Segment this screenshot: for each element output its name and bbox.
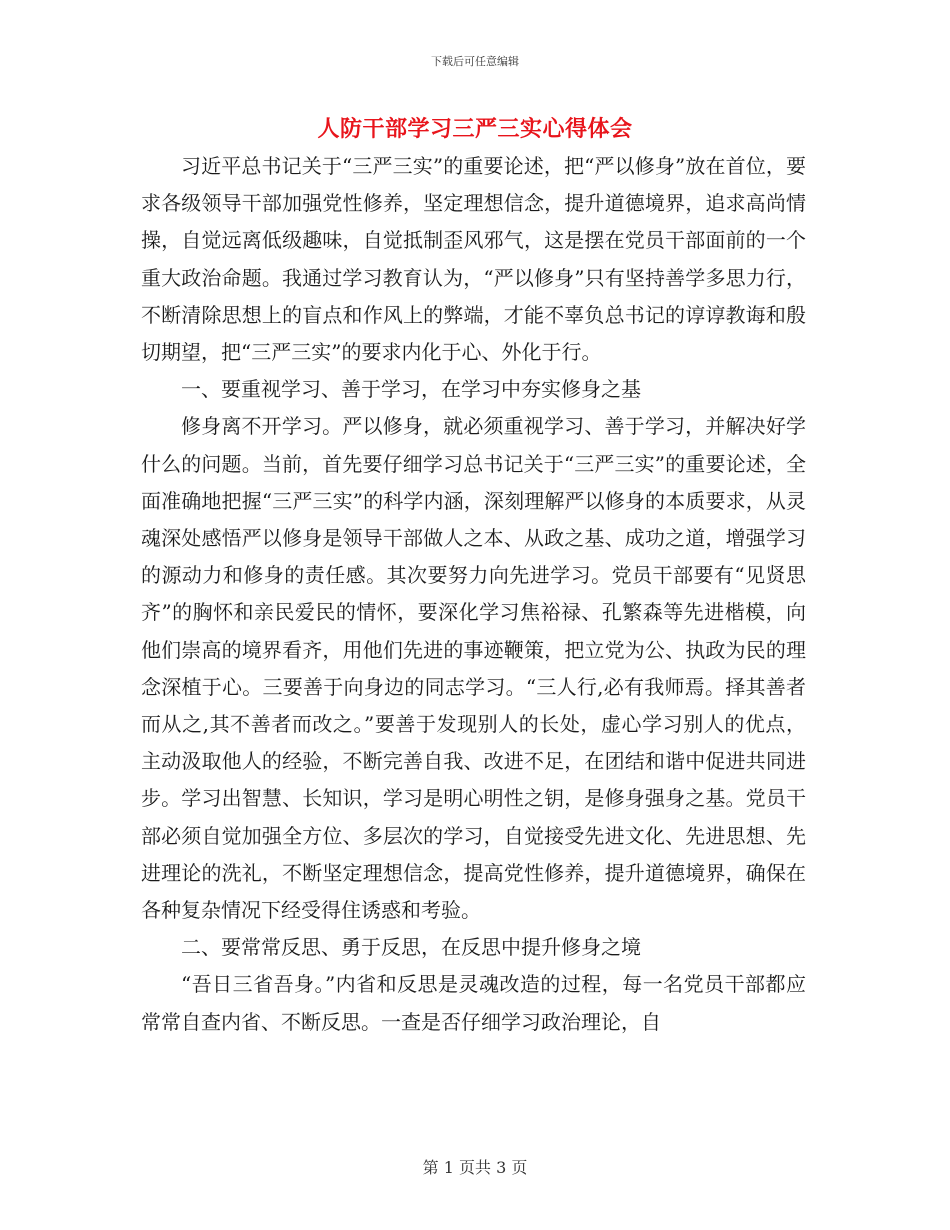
intro-paragraph: 习近平总书记关于“三严三实”的重要论述，把“严以修身”放在首位，要求各级领导干部加强党性修养，坚定理想信念，提升道德境界，追求高尚情操，自觉远离低级趣味，自觉抵制歪风邪气，这是摆在党员干部面前的一个重大政治命题。我通过学习教育认为，“严以修身”只有坚持善学多思力行，不断清除思想上的盲点和作风上的弊端，才能不辜负总书记的谆谆教诲和殷切期望，把“三严三实”的要求内化于心、外化于行。 (141, 154, 806, 365)
section-heading-2: 二、要常常反思、勇于反思，在反思中提升修身之境 (181, 935, 641, 960)
document-title: 人防干部学习三严三实心得体会 (317, 116, 633, 142)
document-body (141, 148, 806, 1041)
section-1-paragraph: 修身离不开学习。严以修身，就必须重视学习、善于学习，并解决好学什么的问题。当前，首先要仔细学习总书记关于“三严三实”的重要论述，全面准确地把握“三严三实”的科学内涵，深刻理解严以修身的本质要求，从灵魂深处感悟严以修身是领导干部做人之本、从政之基、成功之道，增强学习的源动力和修身的责任感。其次要努力向先进学习。党员干部要有“见贤思齐”的胸怀和亲民爱民的情怀，要深化学习焦裕禄、孔繁森等先进楷模，向他们崇高的境界看齐，用他们先进的事迹鞭策，把立党为公、执政为民的理念深植于心。三要善于向身边的同志学习。“三人行,必有我师焉。择其善者而从之,其不善者而改之。”要善于发现别人的长处，虚心学习别人的优点，主动汲取他人的经验，不断完善自我、改进不足，在团结和谐中促进共同进步。学习出智慧、长知识，学习是明心明性之钥，是修身强身之基。党员干部必须自觉加强全方位、多层次的学习，自觉接受先进文化、先进思想、先进理论的洗礼，不断坚定理想信念，提高党性修养，提升道德境界，确保在各种复杂情况下经受得住诱惑和考验。 (141, 414, 806, 923)
section-heading-1: 一、要重视学习、善于学习，在学习中夯实修身之基 (181, 377, 641, 402)
page-footer: 第 1 页共 3 页 (422, 1158, 528, 1177)
header-note: 下载后可任意编辑 (431, 55, 519, 68)
section-2-paragraph: “吾日三省吾身。”内省和反思是灵魂改造的过程，每一名党员干部都应常常自查内省、不断反思。一查是否仔细学习政治理论，自 (141, 972, 806, 1034)
